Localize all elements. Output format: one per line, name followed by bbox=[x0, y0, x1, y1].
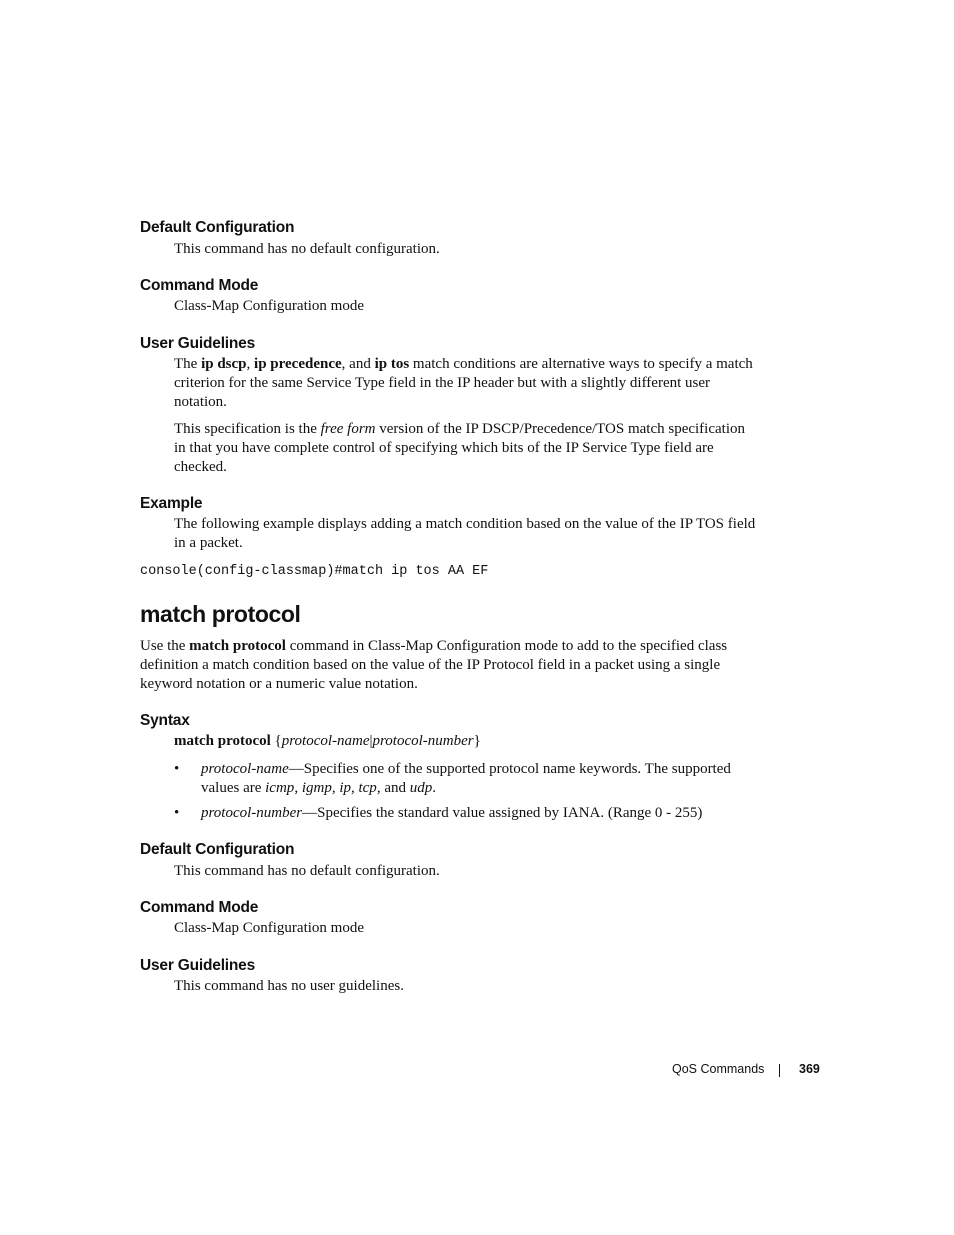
default-configuration-text-2: This command has no default configuration. bbox=[174, 863, 440, 879]
command-mode-text: Class-Map Configuration mode bbox=[174, 298, 364, 314]
user-guidelines-paragraph-1: The ip dscp, ip precedence, and ip tos match conditions are alternative ways to specify a match criterion for the same Service Type field in the IP header but with a slightly different user notation. bbox=[174, 356, 753, 410]
example-code: console(config-classmap)#match ip tos AA EF bbox=[140, 564, 489, 579]
syntax-heading: Syntax bbox=[140, 712, 190, 729]
example-heading: Example bbox=[140, 495, 203, 512]
bullet-2-text: protocol-number—Specifies the standard value assigned by IANA. (Range 0 - 255) bbox=[201, 805, 703, 821]
command-title: match protocol bbox=[140, 601, 301, 627]
command-mode-heading-2: Command Mode bbox=[140, 899, 259, 916]
syntax-line: match protocol {protocol-name|protocol-number} bbox=[174, 733, 481, 749]
example-text: The following example displays adding a match condition based on the value of the IP TOS field in a packet. bbox=[174, 516, 756, 551]
bullet-1-symbol: • bbox=[174, 761, 180, 777]
page-number: 369 bbox=[799, 1062, 820, 1076]
default-configuration-text: This command has no default configuration. bbox=[174, 241, 440, 257]
user-guidelines-heading: User Guidelines bbox=[140, 335, 256, 352]
command-mode-heading: Command Mode bbox=[140, 277, 259, 294]
bullet-2-symbol: • bbox=[174, 805, 180, 821]
user-guidelines-text-2: This command has no user guidelines. bbox=[174, 978, 404, 994]
command-intro: Use the match protocol command in Class-Map Configuration mode to add to the specified class definition a match condition based on the value of the IP Protocol field in a packet using a single keyword notation or a numeric value notation. bbox=[140, 638, 728, 692]
bullet-1-text: protocol-name—Specifies one of the supported protocol name keywords. The supported values are icmp, igmp, ip, tcp, and udp. bbox=[201, 761, 731, 796]
footer-divider bbox=[779, 1064, 780, 1077]
default-configuration-heading: Default Configuration bbox=[140, 219, 295, 236]
user-guidelines-paragraph-2: This specification is the free form version of the IP DSCP/Precedence/TOS match specification in that you have complete control of specifying which bits of the IP Service Type field are checked. bbox=[174, 421, 745, 475]
footer-section-name: QoS Commands bbox=[672, 1062, 765, 1076]
command-mode-text-2: Class-Map Configuration mode bbox=[174, 920, 364, 936]
default-configuration-heading-2: Default Configuration bbox=[140, 841, 295, 858]
user-guidelines-heading-2: User Guidelines bbox=[140, 957, 256, 974]
